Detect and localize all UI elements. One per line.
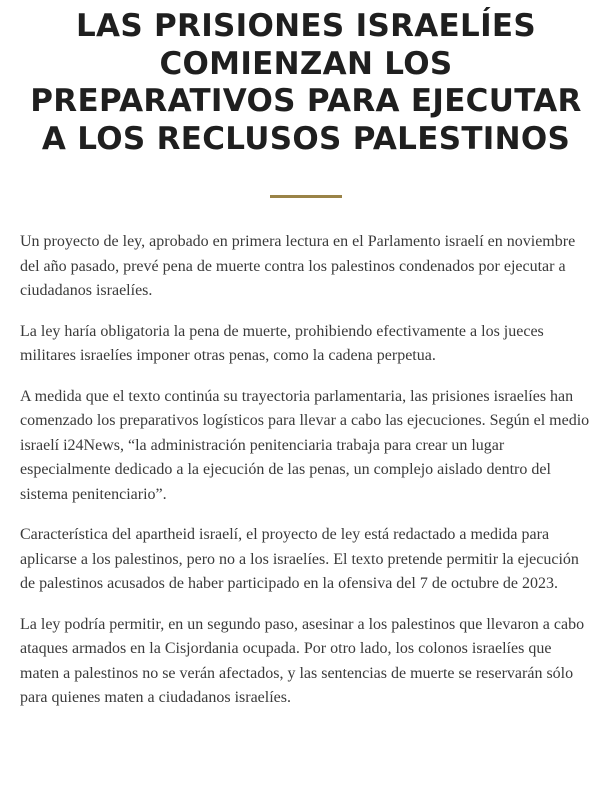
article-paragraph-5: La ley podría permitir, en un segundo paso, asesinar a los palestinos que llevaron a cabo ataques armados en la Cisjordania ocupada. Por otro lado, los colonos israelíes que maten a palestinos no se verán afectados, y las sentencias de muerte se reservarán sólo para quienes maten a ciudadanos israelíes. [20,615,585,706]
article-title: LAS PRISIONES ISRAELÍES COMIENZAN LOS PREPARATIVOS PARA EJECUTAR A LOS RECLUSOS PALESTINOS [30,8,582,157]
article-paragraph-2: La ley haría obligatoria la pena de muerte, prohibiendo efectivamente a los jueces militares israelíes imponer otras penas, como la cadena perpetua. [20,322,544,364]
article-paragraph-3: A medida que el texto continúa su trayectoria parlamentaria, las prisiones israelíes han comenzado los preparativos logísticos para llevar a cabo las ejecuciones. Según el medio israelí i24News, “la administración penitenciaria trabaja para crear un lugar especialmente dedicado a la ejecución de las penas, un complejo aislado dentro del sistema penitenciario”. [20,387,590,503]
article-paragraph-4: Característica del apartheid israelí, el proyecto de ley está redactado a medida para aplicarse a los palestinos, pero no a los israelíes. El texto pretende permitir la ejecución de palestinos acusados de haber participado en la ofensiva del 7 de octubre de 2023. [20,526,579,592]
title-divider [270,195,342,198]
article-body [0,230,612,711]
article-paragraph-1: Un proyecto de ley, aprobado en primera lectura en el Parlamento israelí en noviembre del año pasado, prevé pena de muerte contra los palestinos condenados por ejecutar a ciudadanos israelíes. [20,233,576,299]
